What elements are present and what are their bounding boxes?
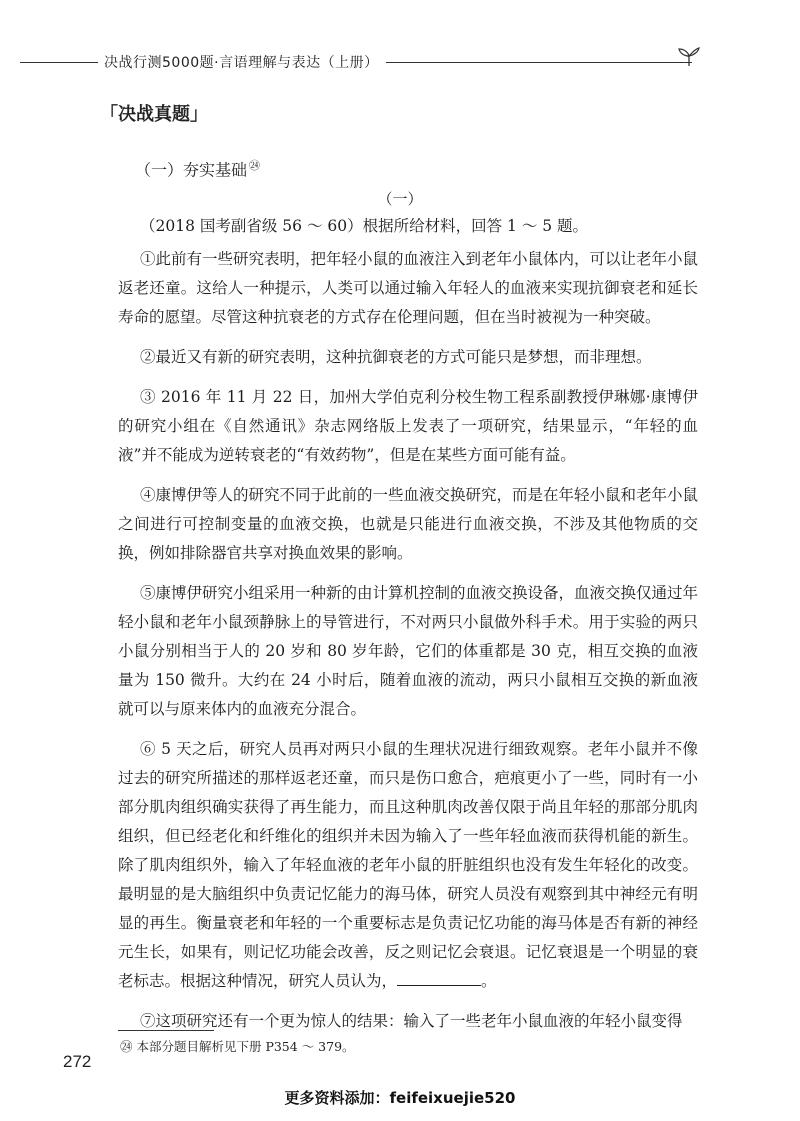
group-label: （一） [377,190,423,208]
header-rule-left [20,62,98,63]
answer-blank [397,971,481,986]
subsection-title-text: （一）夯实基础 [135,160,248,180]
header-rule-right [386,62,692,63]
footnote: ㉔ 本部分题目解析见下册 P354 ～ 379。 [120,1039,355,1054]
paragraph-1: ①此前有一些研究表明，把年轻小鼠的血液注入到老年小鼠体内，可以让老年小鼠返老还童。这给人一种提示，人类可以通过输入年轻人的血液来实现抗御衰老和延长寿命的愿望。尽管这种抗衰老的方式存在伦理问题，但在当时被视为一种突破。 [118,250,699,326]
passage [118,212,698,1047]
book-title: 决战行测5000题·言语理解与表达（上册） [104,55,379,71]
paragraph-4: ④康博伊等人的研究不同于此前的一些血液交换研究，而是在年轻小鼠和老年小鼠之间进行可控制变量的血液交换，也就是只能进行血液交换，不涉及其他物质的交换，例如排除器官共享对换血效果的影响。 [118,486,699,562]
section-title: 「决战真题」 [100,104,208,125]
watermark-text: 更多资料添加：feifeixuejie520 [284,1089,516,1107]
paragraph-7: ⑦这项研究还有一个更为惊人的结果：输入了一些老年小鼠血液的年轻小鼠变得 [140,1012,683,1030]
paragraph-5: ⑤康博伊研究小组采用一种新的由计算机控制的血液交换设备，血液交换仅通过年轻小鼠和老年小鼠颈静脉上的导管进行，不对两只小鼠做外科手术。用于实验的两只小鼠分别相当于人的 20 岁和 80 岁年龄，它们的体重都是 30 克，相互交换的血液量为 150 微升。大约在 24 小时后，随着血液的流动，两只小鼠相互交换的新血液就可以与原来体内的血液充分混合。 [118,584,699,718]
paragraph-3: ③ 2016 年 11 月 22 日，加州大学伯克利分校生物工程系副教授伊琳娜·康博伊的研究小组在《自然通讯》杂志网络版上发表了一项研究，结果显示，“年轻的血液”并不能成为逆转衰老的“有效药物”，但是在某些方面可能有益。 [118,388,698,464]
paragraph-6-text: ⑥ 5 天之后，研究人员再对两只小鼠的生理状况进行细致观察。老年小鼠并不像过去的研究所描述的那样返老还童，而只是伤口愈合，疤痕更小了一些，同时有一小部分肌肉组织确实获得了再生能力，而且这种肌肉改善仅限于尚且年轻的那部分肌肉组织，但已经老化和纤维化的组织并未因为输入了一些年轻血液而获得机能的新生。除了肌肉组织外，输入了年轻血液的老年小鼠的肝脏组织也没有发生年轻化的改变。最明显的是大脑组织中负责记忆能力的海马体，研究人员没有观察到其中神经元有明显的再生。衡量衰老和年轻的一个重要标志是负责记忆功能的海马体是否有新的神经元生长，如果有，则记忆功能会改善，反之则记忆会衰退。记忆衰退是一个明显的衰老标志。根据这种情况，研究人员认为， [118,740,698,990]
question-intro: （2018 国考副省级 56 ～ 60）根据所给材料，回答 1 ～ 5 题。 [140,217,589,235]
footnote-rule [118,1030,214,1031]
paragraph-2: ②最近又有新的研究表明，这种抗御衰老的方式可能只是梦想，而非理想。 [140,348,652,366]
page-number: 272 [63,1052,92,1071]
paragraph-6-end: 。 [481,972,497,990]
paragraph-6 [118,735,698,996]
footnote-marker: ㉔ [249,159,261,172]
running-header [0,48,800,76]
subsection-title [135,157,260,180]
sprout-icon [676,44,702,72]
